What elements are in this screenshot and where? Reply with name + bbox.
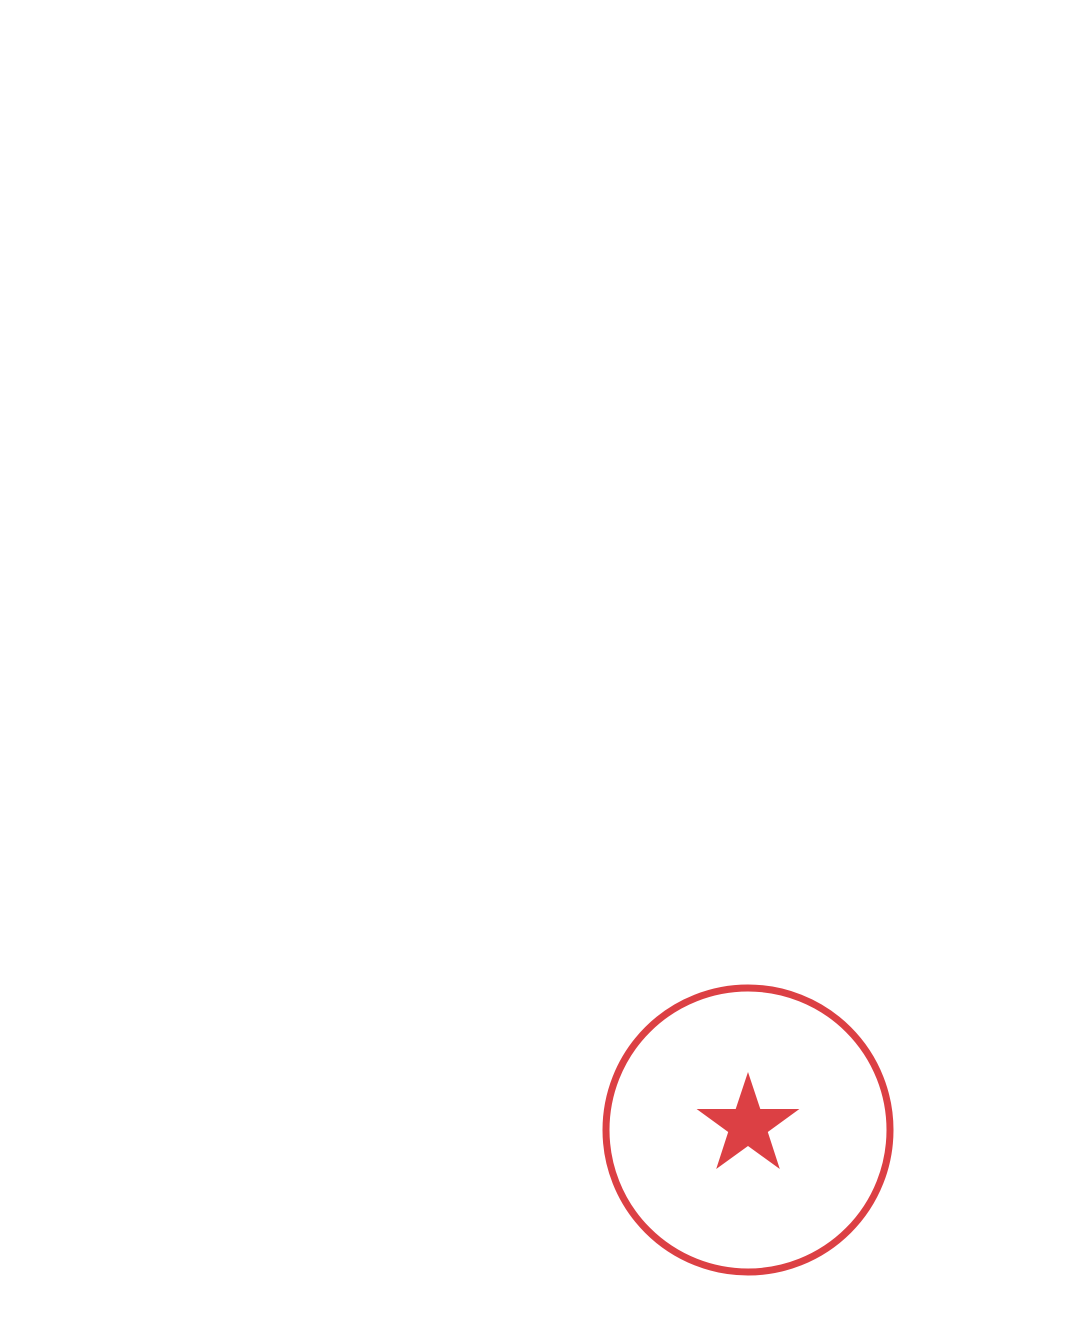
body-line-7 [92,654,992,726]
body-line-2 [92,294,992,366]
body-line-3 [92,366,992,438]
body-line-1 [92,222,992,294]
body-line-9 [92,798,992,870]
body-line-6 [92,582,992,654]
official-seal-stamp [598,980,898,1280]
body-line-4 [92,438,992,510]
body-line-5 [92,510,992,582]
body-line-8 [92,726,992,798]
star-icon [697,1072,800,1169]
